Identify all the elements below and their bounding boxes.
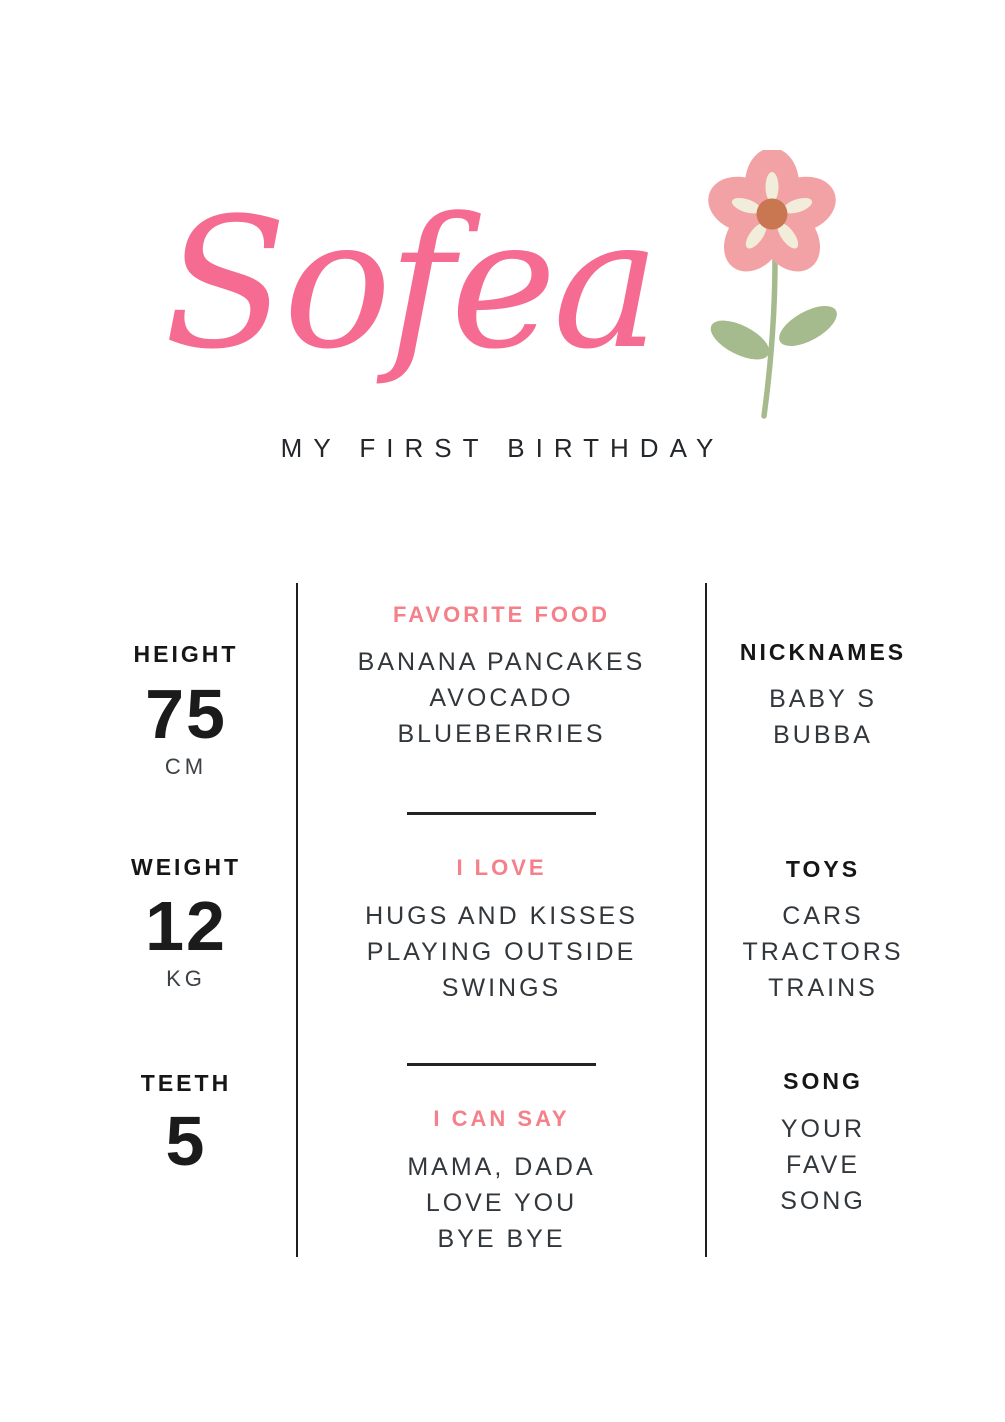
section-title-favorite-food: FAVORITE FOOD bbox=[392, 602, 611, 627]
stat-label-weight: WEIGHT bbox=[131, 854, 241, 880]
section-title-toys: TOYS bbox=[785, 856, 861, 882]
content-grid bbox=[0, 583, 1005, 1257]
list-item: HUGS AND KISSES bbox=[365, 902, 638, 930]
list-item: TRAINS bbox=[768, 974, 878, 1002]
stat-label-height: HEIGHT bbox=[133, 641, 239, 667]
section-title-i-love: I LOVE bbox=[456, 855, 547, 880]
section-title-nicknames: NICKNAMES bbox=[739, 639, 907, 665]
list-item: MAMA, DADA bbox=[407, 1153, 596, 1181]
middle-column bbox=[298, 583, 707, 1257]
section-title-i-can-say: I CAN SAY bbox=[433, 1106, 570, 1131]
list-item: BUBBA bbox=[773, 721, 873, 749]
list-item: SONG bbox=[780, 1187, 866, 1215]
poster-subtitle: MY FIRST BIRTHDAY bbox=[280, 433, 725, 463]
list-item: LOVE YOU bbox=[425, 1189, 578, 1217]
list-item: CARS bbox=[782, 902, 864, 930]
section-title-song: SONG bbox=[783, 1068, 863, 1094]
list-item: PLAYING OUTSIDE bbox=[366, 938, 637, 966]
section-divider bbox=[407, 812, 596, 815]
stat-unit-height: CM bbox=[164, 754, 208, 779]
stat-value-teeth: 5 bbox=[165, 1102, 207, 1180]
list-item: AVOCADO bbox=[429, 684, 574, 712]
list-item: BABY S bbox=[769, 685, 877, 713]
stat-value-weight: 12 bbox=[145, 887, 227, 965]
right-column bbox=[707, 583, 1005, 1257]
list-item: FAVE bbox=[785, 1151, 861, 1179]
stat-label-teeth: TEETH bbox=[140, 1070, 232, 1096]
list-item: BLUEBERRIES bbox=[397, 720, 606, 748]
flower-icon bbox=[692, 150, 848, 430]
list-item: BANANA PANCAKES bbox=[357, 648, 646, 676]
stat-unit-weight: KG bbox=[166, 966, 206, 991]
baby-name-script: Sofea bbox=[163, 180, 657, 389]
list-item: BYE BYE bbox=[437, 1225, 566, 1253]
stat-value-height: 75 bbox=[145, 675, 227, 753]
section-divider bbox=[407, 1063, 596, 1066]
list-item: YOUR bbox=[780, 1115, 866, 1143]
list-item: SWINGS bbox=[441, 974, 562, 1002]
stats-column bbox=[0, 583, 298, 1257]
list-item: TRACTORS bbox=[742, 938, 904, 966]
